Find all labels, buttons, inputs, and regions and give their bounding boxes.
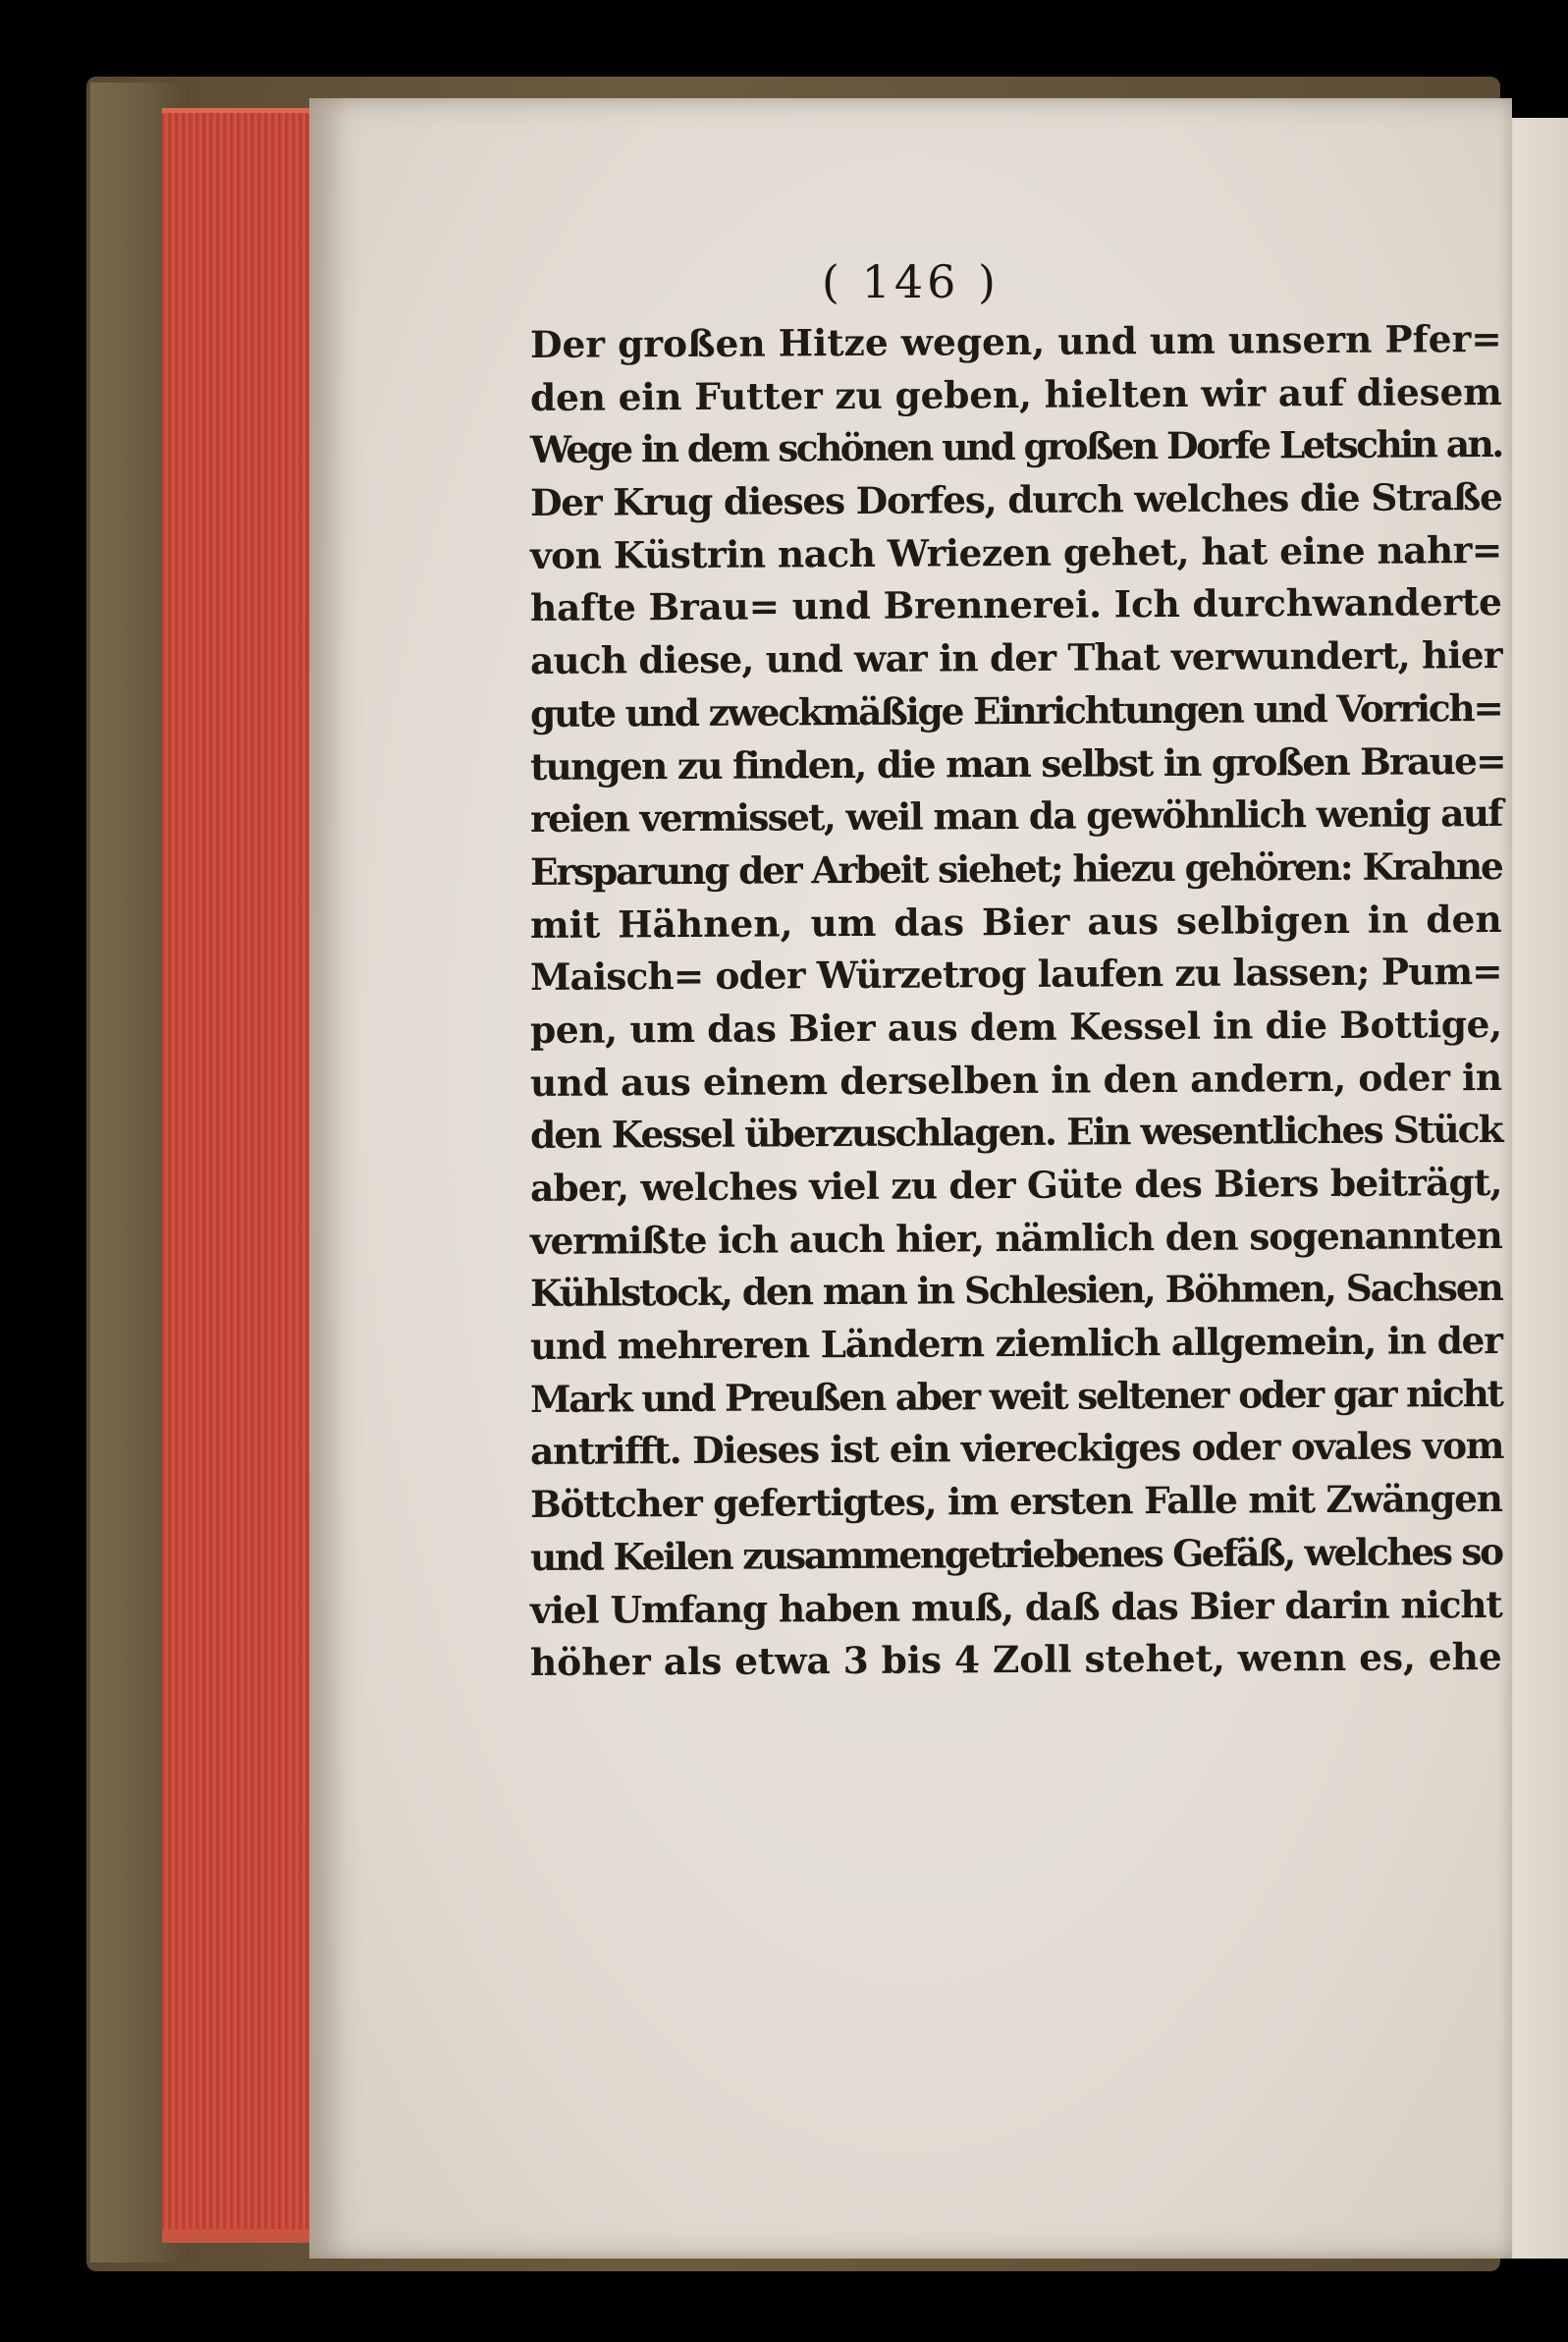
- text-line: viel Umfang haben muß, daß das Bier darin nicht: [529, 1582, 1502, 1632]
- text-line: antrifft. Dieses ist ein viereckiges oder ovales vom: [529, 1424, 1504, 1474]
- text-line: mit Hähnen, um das Bier aus selbigen in den: [529, 897, 1502, 947]
- text-line: höher als etwa 3 bis 4 Zoll stehet, wenn es, ehe: [529, 1635, 1502, 1685]
- text-line: Der Krug dieses Dorfes, durch welches die Straße: [529, 475, 1502, 525]
- text-line: den Kessel überzuschlagen. Ein wesentliches Stück: [529, 1108, 1502, 1158]
- text-line: gute und zweckmäßige Einrichtungen und Vorrich=: [529, 685, 1502, 735]
- text-line: Kühlstock, den man in Schlesien, Böhmen, Sachsen: [529, 1266, 1502, 1316]
- page-edges-bottom: [162, 2229, 319, 2243]
- text-line: Der großen Hitze wegen, und um unsern Pfer=: [529, 316, 1502, 366]
- text-line: und mehreren Ländern ziemlich allgemein, in der: [529, 1319, 1502, 1369]
- text-line: von Küstrin nach Wriezen gehet, hat eine nahr=: [529, 527, 1502, 577]
- text-line: Ersparung der Arbeit siehet; hiezu gehören: Krahne: [529, 844, 1502, 894]
- text-line: pen, um das Bier aus dem Kessel in die Bottige,: [529, 1002, 1502, 1052]
- text-line: auch diese, und war in der That verwundert, hier: [529, 633, 1502, 683]
- book-page: [309, 98, 1512, 2259]
- text-line: hafte Brau= und Brennerei. Ich durchwanderte: [529, 580, 1502, 630]
- page-number: ( 146 ): [822, 255, 1000, 308]
- red-page-edges: [162, 113, 309, 2239]
- text-line: reien vermisset, weil man da gewöhnlich wenig auf: [529, 791, 1502, 842]
- text-line: Wege in dem schönen und großen Dorfe Letschin an.: [529, 422, 1502, 472]
- text-line: Maisch= oder Würzetrog laufen zu lassen; Pum=: [529, 950, 1502, 1000]
- body-text: [529, 316, 1512, 1690]
- text-line: aber, welches viel zu der Güte des Biers beiträgt,: [529, 1160, 1502, 1210]
- text-line: Böttcher gefertigtes, im ersten Falle mit Zwängen: [529, 1477, 1502, 1527]
- text-line: den ein Futter zu geben, hielten wir auf diesem: [529, 369, 1502, 419]
- text-line: tungen zu finden, die man selbst in großen Braue=: [529, 738, 1505, 789]
- text-line: und aus einem derselben in den andern, oder in: [529, 1055, 1502, 1105]
- text-line: Mark und Preußen aber weit seltener oder gar nicht: [529, 1371, 1502, 1421]
- text-line: und Keilen zusammengetriebenes Gefäß, welches so: [529, 1529, 1502, 1579]
- text-line: vermißte ich auch hier, nämlich den sogenannten: [529, 1213, 1502, 1263]
